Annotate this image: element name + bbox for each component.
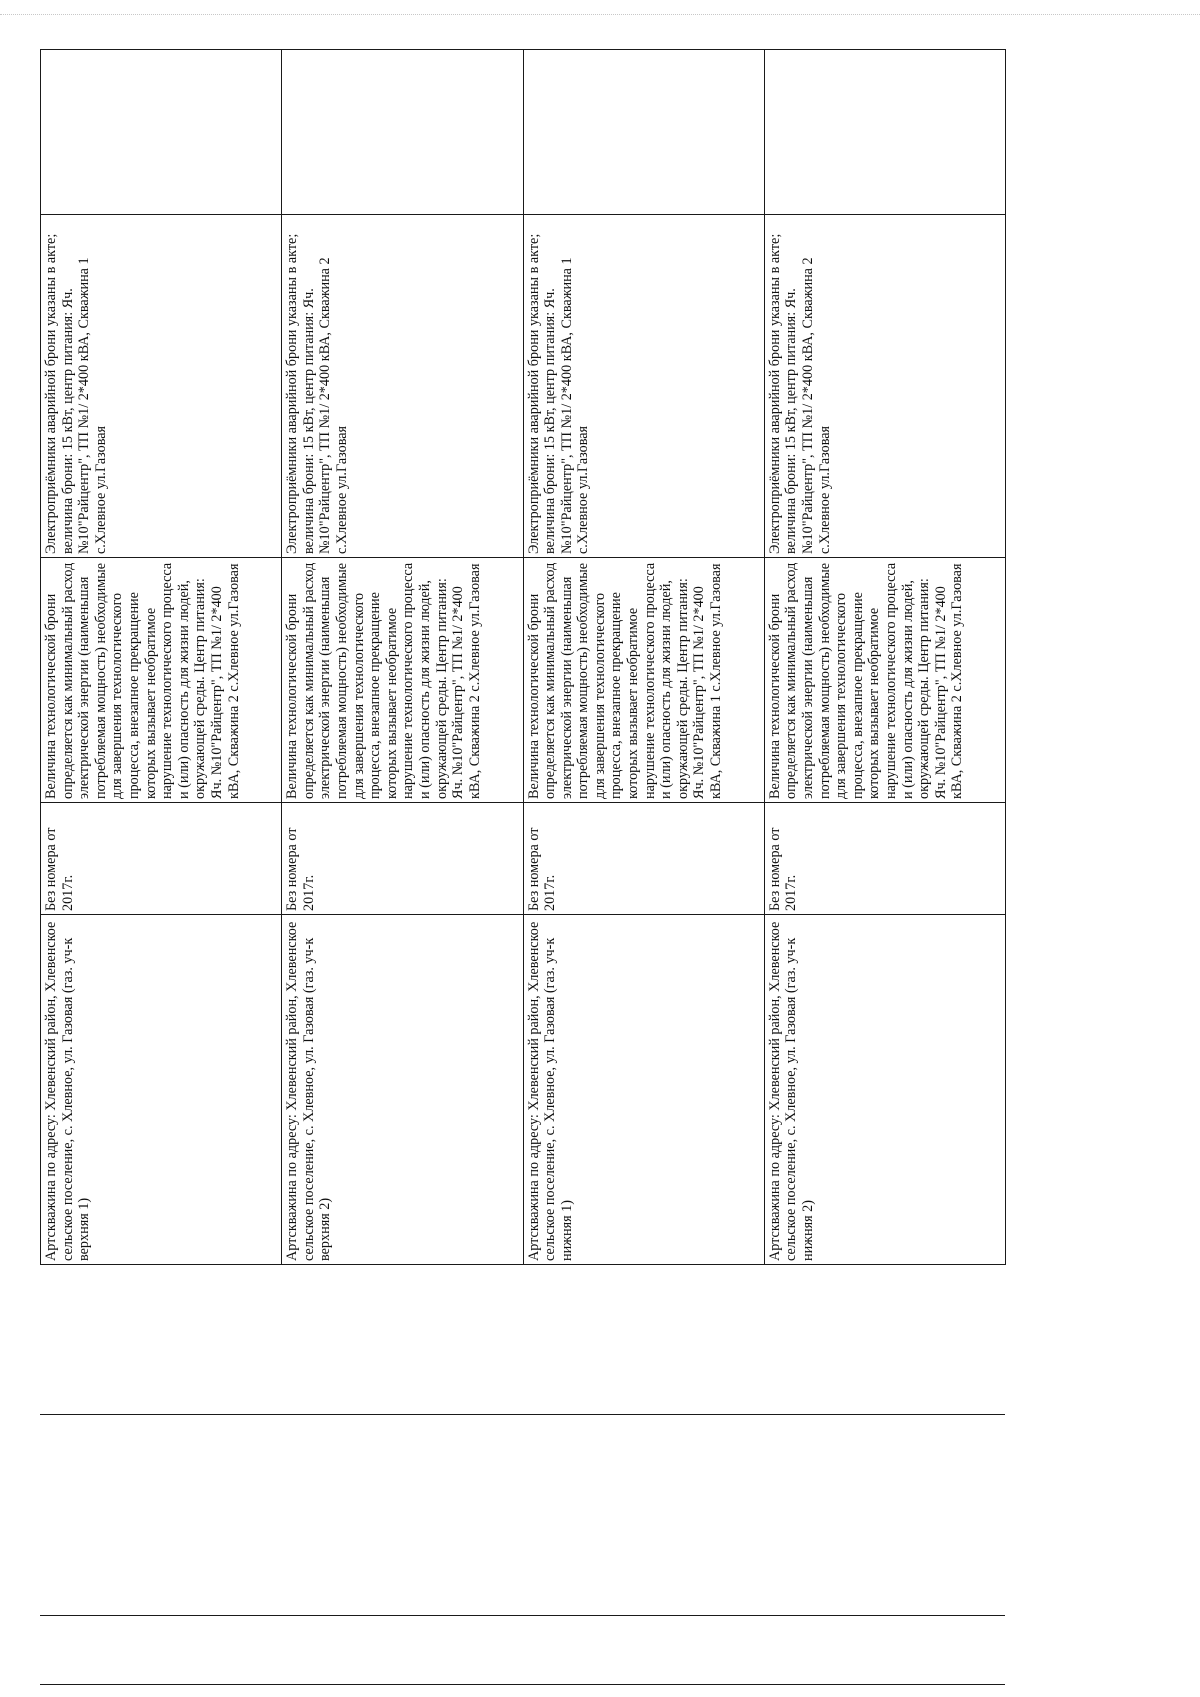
table-row xyxy=(41,50,282,1265)
empty-cell xyxy=(523,50,764,215)
act-number-cell: Без номера от 2017г. xyxy=(523,803,764,915)
rotated-table-area xyxy=(40,50,1005,1265)
emergency-reserve-cell: Электроприёмники аварийной брони указаны в акте; величина брони: 15 кВт, центр питания: Яч. №10"Райцентр", ТП №1/ 2*400 кВА, Скважина 2 с.Хлевное ул.Газовая xyxy=(282,215,523,558)
emergency-reserve-cell: Электроприёмники аварийной брони указаны в акте; величина брони: 15 кВт, центр питания: Яч. №10"Райцентр", ТП №1/ 2*400 кВА, Скважина 1 с.Хлевное ул.Газовая xyxy=(41,215,282,558)
empty-cell xyxy=(764,50,1005,215)
emergency-reserve-cell: Электроприёмники аварийной брони указаны в акте; величина брони: 15 кВт, центр питания: Яч. №10"Райцентр", ТП №1/ 2*400 кВА, Скважина 1 с.Хлевное ул.Газовая xyxy=(523,215,764,558)
object-address-cell: Артскважина по адресу: Хлевенский район, Хлевенское сельское поселение, с. Хлевное, ул. Газовая (газ. уч-к нижняя 1) xyxy=(523,915,764,1265)
act-number-cell: Без номера от 2017г. xyxy=(282,803,523,915)
page-top-dotted-border xyxy=(0,14,1200,15)
empty-cell xyxy=(282,50,523,215)
emergency-reserve-cell: Электроприёмники аварийной брони указаны в акте; величина брони: 15 кВт, центр питания: Яч. №10"Райцентр", ТП №1/ 2*400 кВА, Скважина 2 с.Хлевное ул.Газовая xyxy=(764,215,1005,558)
horizontal-rule xyxy=(40,1684,1005,1685)
object-address-cell: Артскважина по адресу: Хлевенский район, Хлевенское сельское поселение, с. Хлевное, ул. Газовая (газ. уч-к верхняя 2) xyxy=(282,915,523,1265)
technological-reserve-cell: Величина технологической брони определяется как минимальный расход электрической энергии (наименьшая потребляемая мощность) необходимые для завершения технологического процесса, внезапное прекращение которых вызывает необратимое нарушение технологического процесса и (или) опасность для жизни людей, окружающей среды. Центр питания: Яч. №10"Райцентр", ТП №1/ 2*400 кВА, Скважина 2 с.Хлевное ул.Газовая xyxy=(282,558,523,803)
horizontal-rule xyxy=(40,1615,1005,1616)
table-row xyxy=(523,50,764,1265)
horizontal-rule xyxy=(40,1414,1005,1415)
object-address-cell: Артскважина по адресу: Хлевенский район, Хлевенское сельское поселение, с. Хлевное, ул. Газовая (газ. уч-к верхняя 1) xyxy=(41,915,282,1265)
rotated-table xyxy=(40,50,1005,1265)
act-number-cell: Без номера от 2017г. xyxy=(41,803,282,915)
reservation-table xyxy=(40,49,1006,1265)
table-row xyxy=(282,50,523,1265)
technological-reserve-cell: Величина технологической брони определяется как минимальный расход электрической энергии (наименьшая потребляемая мощность) необходимые для завершения технологического процесса, внезапное прекращение которых вызывает необратимое нарушение технологического процесса и (или) опасность для жизни людей, окружающей среды. Центр питания: Яч. №10"Райцентр", ТП №1/ 2*400 кВА, Скважина 2 с.Хлевное ул.Газовая xyxy=(41,558,282,803)
object-address-cell: Артскважина по адресу: Хлевенский район, Хлевенское сельское поселение, с. Хлевное, ул. Газовая (газ. уч-к нижняя 2) xyxy=(764,915,1005,1265)
act-number-cell: Без номера от 2017г. xyxy=(764,803,1005,915)
empty-cell xyxy=(41,50,282,215)
technological-reserve-cell: Величина технологической брони определяется как минимальный расход электрической энергии (наименьшая потребляемая мощность) необходимые для завершения технологического процесса, внезапное прекращение которых вызывает необратимое нарушение технологического процесса и (или) опасность для жизни людей, окружающей среды. Центр питания: Яч. №10"Райцентр", ТП №1/ 2*400 кВА, Скважина 1 с.Хлевное ул.Газовая xyxy=(523,558,764,803)
technological-reserve-cell: Величина технологической брони определяется как минимальный расход электрической энергии (наименьшая потребляемая мощность) необходимые для завершения технологического процесса, внезапное прекращение которых вызывает необратимое нарушение технологического процесса и (или) опасность для жизни людей, окружающей среды. Центр питания: Яч. №10"Райцентр", ТП №1/ 2*400 кВА, Скважина 2 с.Хлевное ул.Газовая xyxy=(764,558,1005,803)
table-row xyxy=(764,50,1005,1265)
